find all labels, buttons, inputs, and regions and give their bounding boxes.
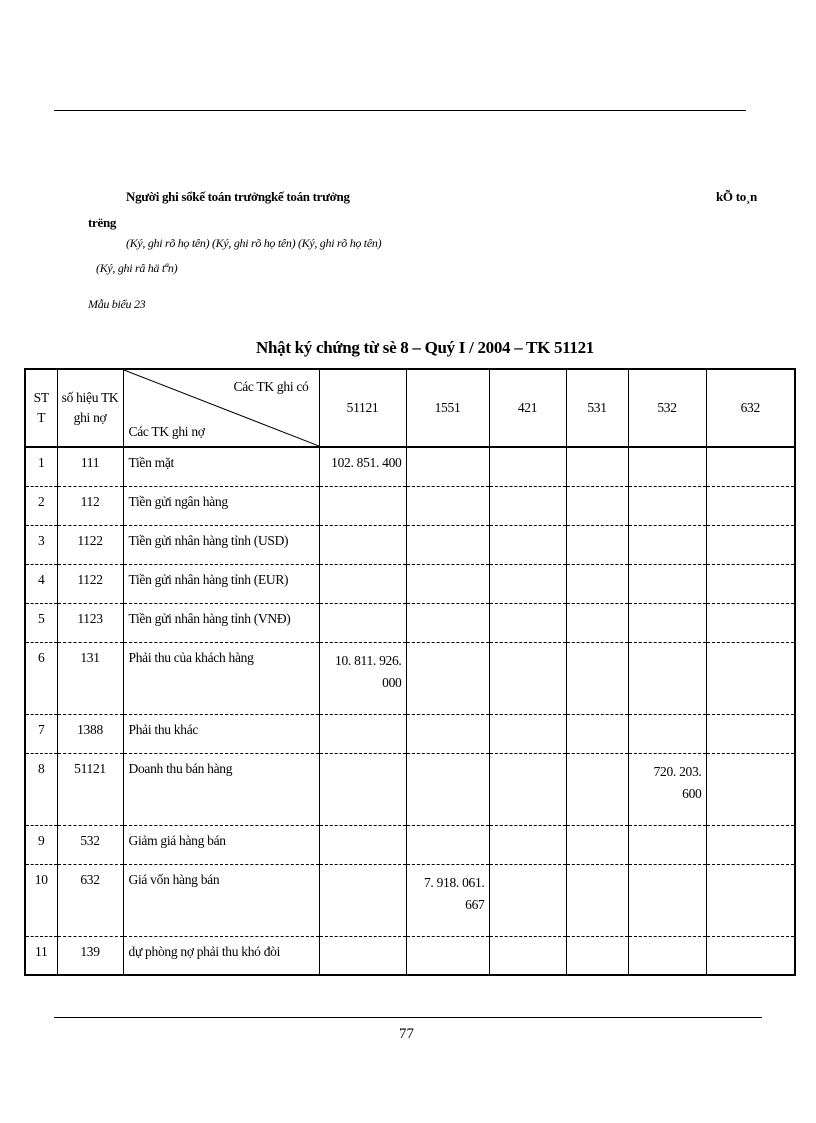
row-value — [566, 486, 628, 525]
row-value: 7. 918. 061. 667 — [406, 864, 489, 936]
row-value — [406, 525, 489, 564]
row-value — [566, 603, 628, 642]
table-row — [25, 753, 795, 825]
row-value: 102. 851. 400 — [319, 447, 406, 486]
row-value — [628, 825, 706, 864]
row-value — [406, 603, 489, 642]
row-stt: 2 — [25, 486, 57, 525]
row-name: Tiền gửi nhân hàng tỉnh (VNĐ) — [123, 603, 319, 642]
row-name: Tiền gửi nhân hàng tỉnh (USD) — [123, 525, 319, 564]
row-value — [706, 486, 795, 525]
table-row — [25, 486, 795, 525]
ledger-table — [24, 368, 796, 976]
table-row — [25, 525, 795, 564]
row-name: Giảm giá hàng bán — [123, 825, 319, 864]
row-code: 111 — [57, 447, 123, 486]
row-value — [566, 447, 628, 486]
row-name: dự phòng nợ phải thu khó đòi — [123, 936, 319, 975]
row-value — [706, 714, 795, 753]
row-value — [489, 447, 566, 486]
row-value — [566, 642, 628, 714]
row-code: 1388 — [57, 714, 123, 753]
row-value — [566, 753, 628, 825]
table-row — [25, 825, 795, 864]
row-code: 51121 — [57, 753, 123, 825]
signature-titles: Người ghi sổkế toán trưởngkế toán trưởng — [126, 189, 350, 204]
row-code: 112 — [57, 486, 123, 525]
row-stt: 9 — [25, 825, 57, 864]
row-code: 131 — [57, 642, 123, 714]
row-stt: 8 — [25, 753, 57, 825]
row-value — [706, 864, 795, 936]
row-stt: 1 — [25, 447, 57, 486]
table-row — [25, 447, 795, 486]
row-code: 1123 — [57, 603, 123, 642]
row-value — [489, 825, 566, 864]
row-stt: 5 — [25, 603, 57, 642]
row-value — [319, 753, 406, 825]
row-name: Phải thu khác — [123, 714, 319, 753]
row-value — [628, 603, 706, 642]
row-value — [566, 936, 628, 975]
row-name: Phải thu của khách hàng — [123, 642, 319, 714]
row-stt: 10 — [25, 864, 57, 936]
row-stt: 3 — [25, 525, 57, 564]
header-account: 51121 — [319, 369, 406, 447]
row-code: 139 — [57, 936, 123, 975]
table-header-row — [25, 369, 795, 447]
row-name: Tiền gửi ngân hàng — [123, 486, 319, 525]
row-value — [406, 564, 489, 603]
row-name: Tiền gửi nhân hàng tỉnh (EUR) — [123, 564, 319, 603]
row-value — [319, 714, 406, 753]
signature-title-wrap: trëng — [88, 215, 117, 230]
row-value — [406, 714, 489, 753]
row-value — [489, 753, 566, 825]
header-account: 532 — [628, 369, 706, 447]
table-row — [25, 564, 795, 603]
row-value — [706, 825, 795, 864]
signature-note-wrap: (Ký, ghi râ hä tªn) — [96, 261, 178, 275]
row-code: 532 — [57, 825, 123, 864]
row-value: 10. 811. 926. 000 — [319, 642, 406, 714]
header-rule — [54, 110, 746, 111]
signature-notes: (Ký, ghi rõ họ tên) (Ký, ghi rõ họ tên) (Ký, ghi rõ họ tên) — [126, 236, 382, 250]
header-account: 632 — [706, 369, 795, 447]
row-value — [406, 642, 489, 714]
row-value — [489, 642, 566, 714]
row-value — [319, 525, 406, 564]
row-value — [489, 486, 566, 525]
row-value — [489, 603, 566, 642]
row-value — [628, 714, 706, 753]
header-debit-label: Các TK ghi nợ — [128, 424, 205, 439]
row-value — [566, 825, 628, 864]
row-value — [566, 864, 628, 936]
form-label: Mẫu biểu 23 — [88, 297, 146, 311]
table-row — [25, 864, 795, 936]
row-value — [706, 603, 795, 642]
header-account: 531 — [566, 369, 628, 447]
row-value — [319, 603, 406, 642]
row-name: Tiền mặt — [123, 447, 319, 486]
signature-title-right: kÕ to¸n — [716, 189, 757, 204]
row-code: 1122 — [57, 564, 123, 603]
page-title: Nhật ký chứng từ sè 8 – Quý I / 2004 – TK 51121 — [256, 338, 595, 357]
header-stt: ST T — [25, 369, 57, 447]
header-diagonal-cell — [123, 369, 319, 447]
header-account: 1551 — [406, 369, 489, 447]
row-value — [319, 825, 406, 864]
row-value — [628, 525, 706, 564]
row-value — [406, 825, 489, 864]
row-value — [489, 864, 566, 936]
row-value — [628, 564, 706, 603]
row-value — [628, 936, 706, 975]
row-value — [319, 486, 406, 525]
row-stt: 6 — [25, 642, 57, 714]
row-value — [706, 753, 795, 825]
row-stt: 11 — [25, 936, 57, 975]
row-value — [406, 447, 489, 486]
header-account: 421 — [489, 369, 566, 447]
row-value — [628, 447, 706, 486]
row-stt: 7 — [25, 714, 57, 753]
row-value — [406, 486, 489, 525]
row-value — [706, 936, 795, 975]
row-value — [706, 447, 795, 486]
row-value — [566, 714, 628, 753]
row-name: Giá vốn hàng bán — [123, 864, 319, 936]
row-code: 632 — [57, 864, 123, 936]
page-number: 77 — [399, 1026, 414, 1042]
row-value — [319, 864, 406, 936]
table-row — [25, 603, 795, 642]
table-row — [25, 642, 795, 714]
row-value — [628, 486, 706, 525]
row-value — [406, 753, 489, 825]
footer-rule — [54, 1017, 762, 1018]
row-value — [706, 642, 795, 714]
header-credit-label: Các TK ghi có — [233, 379, 309, 394]
row-value — [489, 564, 566, 603]
row-value — [706, 525, 795, 564]
row-value — [706, 564, 795, 603]
row-value — [489, 525, 566, 564]
table-row — [25, 714, 795, 753]
table-row — [25, 936, 795, 975]
row-value — [319, 936, 406, 975]
row-value: 720. 203. 600 — [628, 753, 706, 825]
row-value — [628, 642, 706, 714]
row-name: Doanh thu bán hàng — [123, 753, 319, 825]
row-value — [489, 936, 566, 975]
row-value — [489, 714, 566, 753]
header-account-code: số hiệu TK ghi nợ — [57, 369, 123, 447]
row-code: 1122 — [57, 525, 123, 564]
row-value — [319, 564, 406, 603]
row-value — [566, 525, 628, 564]
row-value — [406, 936, 489, 975]
row-value — [566, 564, 628, 603]
row-value — [628, 864, 706, 936]
row-stt: 4 — [25, 564, 57, 603]
